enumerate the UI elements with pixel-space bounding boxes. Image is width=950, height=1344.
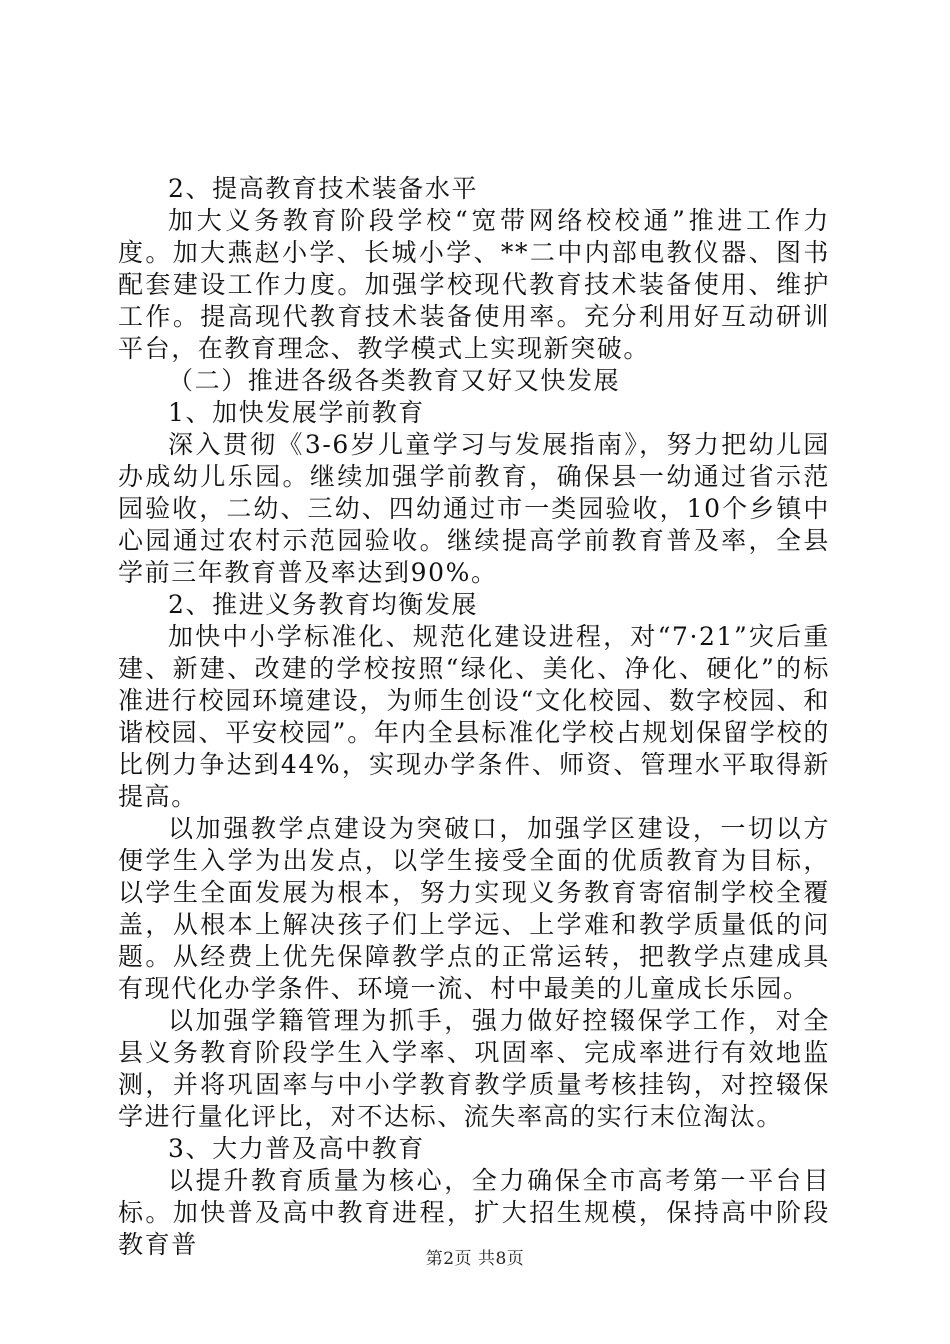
heading-compulsory: 2、推进义务教育均衡发展: [168, 590, 479, 619]
document-body: [118, 173, 830, 1261]
heading-high-school: 3、大力普及高中教育: [168, 1134, 425, 1163]
heading-equipment: 2、提高教育技术装备水平: [168, 174, 479, 203]
heading-section-two: （二）推进各级各类教育又好又快发展: [168, 366, 621, 395]
paragraph-equipment: 加大义务教育阶段学校“宽带网络校校通”推进工作力度。加大燕赵小学、长城小学、**二中内部电教仪器、图书配套建设工作力度。加强学校现代教育技术装备使用、维护工作。提高现代教育技术装备使用率。充分利用好互动研训平台，在教育理念、教学模式上实现新突破。: [118, 206, 830, 363]
paragraph-teaching-points: 以加强教学点建设为突破口，加强学区建设，一切以方便学生入学为出发点，以学生接受全面的优质教育为目标，以学生全面发展为根本，努力实现义务教育寄宿制学校全覆盖，从根本上解决孩子们上学远、上学难和教学质量低的问题。从经费上优先保障教学点的正常运转，把教学点建成具有现代化办学条件、环境一流、村中最美的儿童成长乐园。: [118, 814, 830, 1003]
paragraph-standardization: 加快中小学标准化、规范化建设进程，对“7·21”灾后重建、新建、改建的学校按照“绿化、美化、净化、硬化”的标准进行校园环境建设，为师生创设“文化校园、数字校园、和谐校园、平安校园”。年内全县标准化学校占规划保留学校的比例力争达到44%，实现办学条件、师资、管理水平取得新提高。: [118, 622, 830, 811]
heading-preschool: 1、加快发展学前教育: [168, 398, 425, 427]
paragraph-preschool: 深入贯彻《3-6岁儿童学习与发展指南》，努力把幼儿园办成幼儿乐园。继续加强学前教育，确保县一幼通过省示范园验收，二幼、三幼、四幼通过市一类园验收，10个乡镇中心园通过农村示范园验收。继续提高学前教育普及率，全县学前三年教育普及率达到90%。: [118, 430, 830, 587]
paragraph-enrollment: 以加强学籍管理为抓手，强力做好控辍保学工作，对全县义务教育阶段学生入学率、巩固率、完成率进行有效地监测，并将巩固率与中小学教育教学质量考核挂钩，对控辍保学进行量化评比，对不达标、流失率高的实行末位淘汰。: [118, 1006, 830, 1131]
page-number-footer: 第2页 共8页: [425, 1249, 525, 1269]
paragraph-high-school: 以提升教育质量为核心，全力确保全市高考第一平台目标。加快普及高中教育进程，扩大招生规模，保持高中阶段教育普: [118, 1166, 830, 1259]
